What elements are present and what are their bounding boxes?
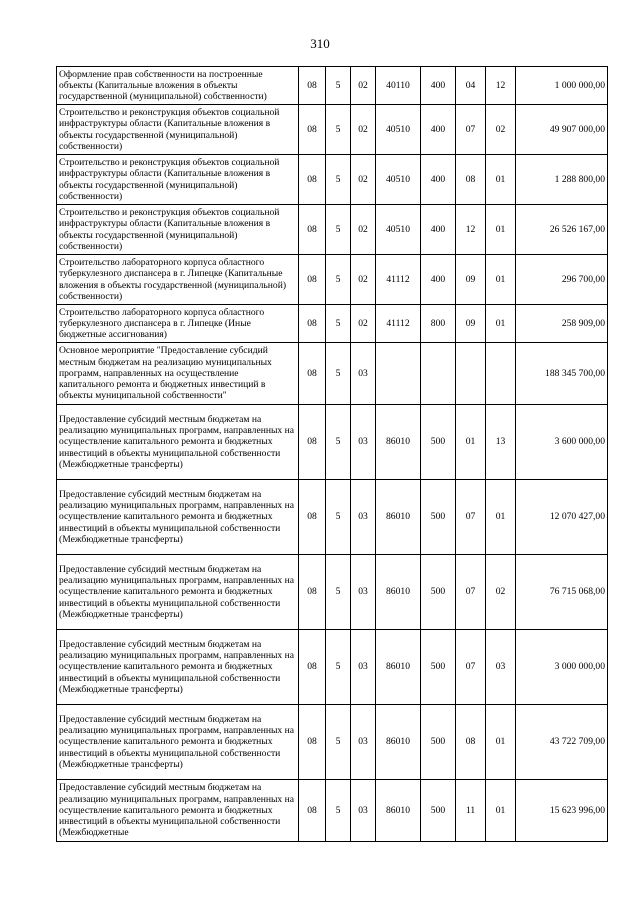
row-amount: 26 526 167,00 <box>516 205 608 255</box>
code-col-7: 02 <box>486 555 516 630</box>
code-col-2: 5 <box>326 255 351 305</box>
code-col-5: 400 <box>421 255 456 305</box>
table-row <box>57 630 608 705</box>
code-col-3: 02 <box>351 305 376 343</box>
code-col-1: 08 <box>299 67 326 105</box>
code-col-4: 86010 <box>376 555 421 630</box>
row-amount: 1 288 800,00 <box>516 155 608 205</box>
page-number: 310 <box>310 36 330 51</box>
row-description: Предоставление субсидий местным бюджетам на реализацию муниципальных программ, направленных на осуществление капитального ремонта и бюджетных инвестиций в объекты муниципальной собственности (Межбюджетные трансферты) <box>57 630 299 705</box>
code-col-1: 08 <box>299 780 326 842</box>
code-col-5: 500 <box>421 480 456 555</box>
code-col-1: 08 <box>299 255 326 305</box>
code-col-5: 800 <box>421 305 456 343</box>
code-col-6: 07 <box>456 105 486 155</box>
code-col-2: 5 <box>326 555 351 630</box>
code-col-3: 02 <box>351 105 376 155</box>
code-col-1: 08 <box>299 405 326 480</box>
code-col-7 <box>486 343 516 405</box>
row-amount: 3 000 000,00 <box>516 630 608 705</box>
code-col-7: 03 <box>486 630 516 705</box>
table-row <box>57 155 608 205</box>
code-col-5: 500 <box>421 630 456 705</box>
row-amount: 188 345 700,00 <box>516 343 608 405</box>
table-row <box>57 205 608 255</box>
table-row <box>57 705 608 780</box>
code-col-4: 40510 <box>376 105 421 155</box>
row-description: Строительство лабораторного корпуса областного туберкулезного диспансера в г. Липецке (Капитальные вложения в объекты государственной (муниципальной) собственности) <box>57 255 299 305</box>
code-col-1: 08 <box>299 630 326 705</box>
code-col-5: 400 <box>421 155 456 205</box>
row-description: Оформление прав собственности на построенные объекты (Капитальные вложения в объекты государственной (муниципальной) собственности) <box>57 67 299 105</box>
code-col-5: 500 <box>421 705 456 780</box>
code-col-5: 400 <box>421 205 456 255</box>
row-description: Строительство лабораторного корпуса областного туберкулезного диспансера в г. Липецке (Иные бюджетные ассигнования) <box>57 305 299 343</box>
code-col-3: 03 <box>351 480 376 555</box>
code-col-2: 5 <box>326 305 351 343</box>
code-col-1: 08 <box>299 705 326 780</box>
code-col-3: 02 <box>351 205 376 255</box>
code-col-6: 07 <box>456 630 486 705</box>
code-col-1: 08 <box>299 555 326 630</box>
code-col-2: 5 <box>326 205 351 255</box>
row-description: Предоставление субсидий местным бюджетам на реализацию муниципальных программ, направленных на осуществление капитального ремонта и бюджетных инвестиций в объекты муниципальной собственности (Межбюджетные <box>57 780 299 842</box>
code-col-5: 400 <box>421 67 456 105</box>
code-col-1: 08 <box>299 205 326 255</box>
code-col-7: 01 <box>486 155 516 205</box>
row-description: Строительство и реконструкция объектов социальной инфраструктуры области (Капитальные вложения в объекты государственной (муниципальной) собственности) <box>57 205 299 255</box>
code-col-5: 500 <box>421 780 456 842</box>
code-col-5: 500 <box>421 555 456 630</box>
code-col-7: 12 <box>486 67 516 105</box>
code-col-2: 5 <box>326 155 351 205</box>
row-description: Основное мероприятие "Предоставление субсидий местным бюджетам на реализацию муниципальных программ, направленных на осуществление капитального ремонта и бюджетных инвестиций в объекты муниципальной собственности" <box>57 343 299 405</box>
code-col-4 <box>376 343 421 405</box>
code-col-2: 5 <box>326 405 351 480</box>
row-amount: 15 623 996,00 <box>516 780 608 842</box>
code-col-6: 09 <box>456 255 486 305</box>
code-col-4: 86010 <box>376 480 421 555</box>
code-col-6: 04 <box>456 67 486 105</box>
row-amount: 43 722 709,00 <box>516 705 608 780</box>
code-col-3: 03 <box>351 705 376 780</box>
code-col-6: 09 <box>456 305 486 343</box>
code-col-3: 02 <box>351 155 376 205</box>
code-col-7: 13 <box>486 405 516 480</box>
code-col-7: 01 <box>486 480 516 555</box>
code-col-3: 03 <box>351 555 376 630</box>
table-body <box>57 67 608 842</box>
code-col-6: 08 <box>456 155 486 205</box>
code-col-2: 5 <box>326 343 351 405</box>
row-amount: 49 907 000,00 <box>516 105 608 155</box>
row-amount: 76 715 068,00 <box>516 555 608 630</box>
code-col-1: 08 <box>299 480 326 555</box>
code-col-7: 01 <box>486 255 516 305</box>
code-col-3: 03 <box>351 405 376 480</box>
code-col-7: 01 <box>486 205 516 255</box>
code-col-2: 5 <box>326 67 351 105</box>
row-description: Предоставление субсидий местным бюджетам на реализацию муниципальных программ, направленных на осуществление капитального ремонта и бюджетных инвестиций в объекты муниципальной собственности (Межбюджетные трансферты) <box>57 480 299 555</box>
code-col-6: 08 <box>456 705 486 780</box>
code-col-4: 86010 <box>376 630 421 705</box>
code-col-4: 41112 <box>376 305 421 343</box>
code-col-4: 40510 <box>376 205 421 255</box>
row-description: Предоставление субсидий местным бюджетам на реализацию муниципальных программ, направленных на осуществление капитального ремонта и бюджетных инвестиций в объекты муниципальной собственности (Межбюджетные трансферты) <box>57 705 299 780</box>
row-description: Строительство и реконструкция объектов социальной инфраструктуры области (Капитальные вложения в объекты государственной (муниципальной) собственности) <box>57 155 299 205</box>
code-col-1: 08 <box>299 305 326 343</box>
code-col-3: 03 <box>351 780 376 842</box>
code-col-4: 86010 <box>376 405 421 480</box>
code-col-7: 02 <box>486 105 516 155</box>
code-col-3: 02 <box>351 67 376 105</box>
code-col-4: 86010 <box>376 780 421 842</box>
code-col-4: 40510 <box>376 155 421 205</box>
table-row <box>57 105 608 155</box>
table-row <box>57 343 608 405</box>
code-col-6: 01 <box>456 405 486 480</box>
code-col-2: 5 <box>326 480 351 555</box>
code-col-4: 86010 <box>376 705 421 780</box>
code-col-6: 07 <box>456 480 486 555</box>
code-col-1: 08 <box>299 155 326 205</box>
code-col-2: 5 <box>326 630 351 705</box>
code-col-5: 500 <box>421 405 456 480</box>
code-col-1: 08 <box>299 105 326 155</box>
code-col-5 <box>421 343 456 405</box>
code-col-4: 41112 <box>376 255 421 305</box>
budget-table <box>56 66 608 842</box>
table-row <box>57 555 608 630</box>
row-amount: 1 000 000,00 <box>516 67 608 105</box>
code-col-3: 02 <box>351 255 376 305</box>
code-col-2: 5 <box>326 705 351 780</box>
row-amount: 3 600 000,00 <box>516 405 608 480</box>
row-description: Предоставление субсидий местным бюджетам на реализацию муниципальных программ, направленных на осуществление капитального ремонта и бюджетных инвестиций в объекты муниципальной собственности (Межбюджетные трансферты) <box>57 405 299 480</box>
code-col-5: 400 <box>421 105 456 155</box>
code-col-6 <box>456 343 486 405</box>
code-col-7: 01 <box>486 705 516 780</box>
code-col-1: 08 <box>299 343 326 405</box>
row-amount: 12 070 427,00 <box>516 480 608 555</box>
row-description: Строительство и реконструкция объектов социальной инфраструктуры области (Капитальные вложения в объекты государственной (муниципальной) собственности) <box>57 105 299 155</box>
code-col-6: 12 <box>456 205 486 255</box>
row-description: Предоставление субсидий местным бюджетам на реализацию муниципальных программ, направленных на осуществление капитального ремонта и бюджетных инвестиций в объекты муниципальной собственности (Межбюджетные трансферты) <box>57 555 299 630</box>
table-row <box>57 305 608 343</box>
code-col-7: 01 <box>486 305 516 343</box>
table-row <box>57 405 608 480</box>
table-row <box>57 780 608 842</box>
code-col-3: 03 <box>351 630 376 705</box>
table-row <box>57 480 608 555</box>
row-amount: 296 700,00 <box>516 255 608 305</box>
code-col-6: 07 <box>456 555 486 630</box>
code-col-3: 03 <box>351 343 376 405</box>
table-row <box>57 67 608 105</box>
code-col-6: 11 <box>456 780 486 842</box>
row-amount: 258 909,00 <box>516 305 608 343</box>
code-col-2: 5 <box>326 105 351 155</box>
code-col-7: 01 <box>486 780 516 842</box>
code-col-2: 5 <box>326 780 351 842</box>
table-row <box>57 255 608 305</box>
code-col-4: 40110 <box>376 67 421 105</box>
